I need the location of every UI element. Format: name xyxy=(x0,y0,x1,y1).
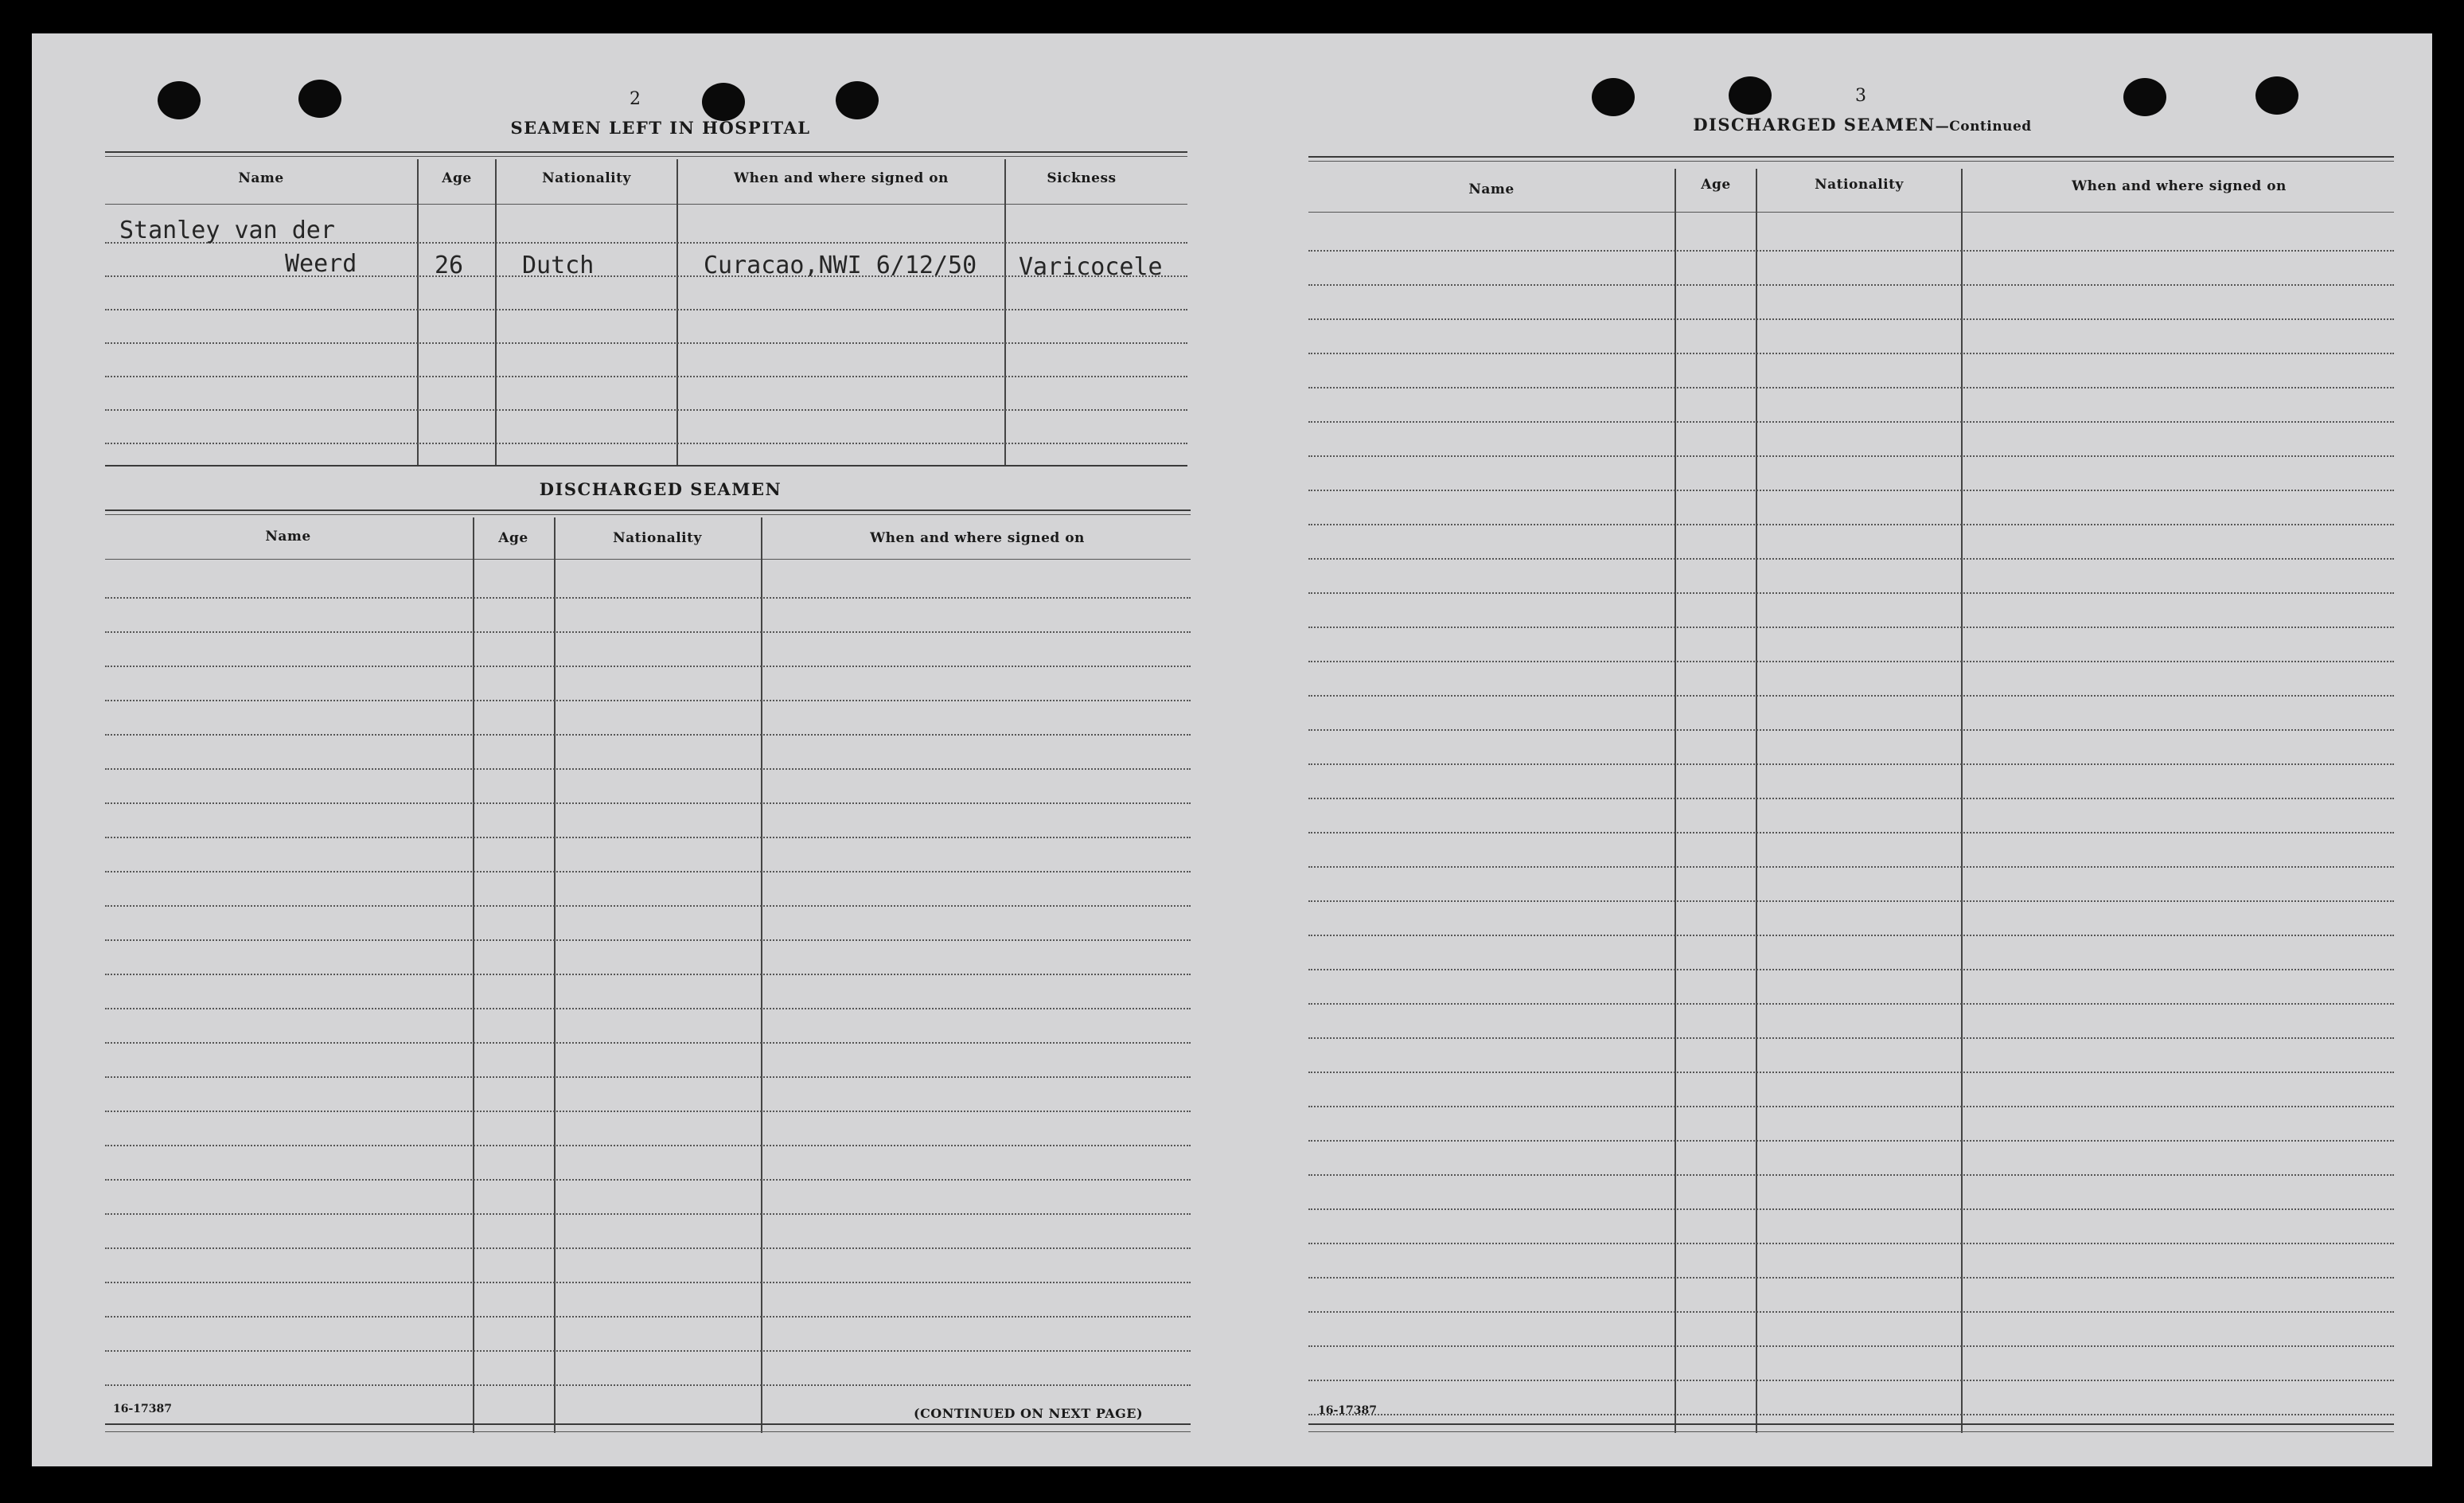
form-row-line xyxy=(1308,798,2394,799)
rule xyxy=(105,465,1187,467)
rule xyxy=(105,204,1187,205)
form-row-line xyxy=(105,837,1191,838)
form-row-line xyxy=(1308,1003,2394,1005)
form-row-line xyxy=(105,939,1191,941)
form-row-line xyxy=(105,597,1191,599)
form-row-line xyxy=(105,666,1191,667)
form-row-line xyxy=(1308,558,2394,560)
form-row-line xyxy=(1308,627,2394,628)
form-row-line xyxy=(1308,387,2394,388)
document-sheet xyxy=(32,33,2432,1466)
form-row-line xyxy=(105,1316,1191,1318)
form-row-line xyxy=(1308,935,2394,936)
column-divider xyxy=(676,159,678,465)
form-row-line xyxy=(105,1282,1191,1283)
column-divider xyxy=(554,517,556,1433)
form-row-line xyxy=(105,342,1187,344)
form-row-line xyxy=(1308,1072,2394,1073)
rule xyxy=(1308,156,2394,158)
form-row-line xyxy=(105,974,1191,975)
punch-hole xyxy=(2255,76,2298,115)
col-header-signed-on: When and where signed on xyxy=(734,170,949,186)
form-row-line xyxy=(1308,1345,2394,1347)
form-row-line xyxy=(1308,1277,2394,1279)
entry-signed-on: Curacao,NWI 6/12/50 xyxy=(704,252,977,279)
rule xyxy=(105,151,1187,153)
form-row-line xyxy=(105,1145,1191,1146)
rule xyxy=(105,509,1191,511)
rule xyxy=(105,1423,1191,1425)
punch-hole xyxy=(298,80,341,118)
rule xyxy=(1308,161,2394,162)
form-row-line xyxy=(1308,900,2394,902)
column-divider xyxy=(761,517,762,1433)
col-header-nationality: Nationality xyxy=(1815,177,1904,193)
form-row-line xyxy=(1308,353,2394,354)
form-row-line xyxy=(105,443,1187,444)
entry-nationality: Dutch xyxy=(522,252,595,279)
punch-hole xyxy=(836,81,879,119)
form-row-line xyxy=(1308,490,2394,491)
col-header-signed-on: When and where signed on xyxy=(2072,178,2287,194)
form-row-line xyxy=(105,1042,1191,1044)
col-header-nationality: Nationality xyxy=(542,170,631,186)
form-row-line xyxy=(105,1213,1191,1215)
form-row-line xyxy=(1308,1140,2394,1142)
form-row-line xyxy=(105,1076,1191,1078)
col-header-name: Name xyxy=(265,529,311,545)
form-row-line xyxy=(1308,1243,2394,1244)
column-divider xyxy=(417,159,419,465)
punch-hole xyxy=(702,83,745,121)
form-row-line xyxy=(1308,1174,2394,1176)
form-row-line xyxy=(1308,1380,2394,1381)
form-row-line xyxy=(105,631,1191,633)
form-row-line xyxy=(105,905,1191,907)
entry-name-line2: Weerd xyxy=(285,250,357,278)
form-row-line xyxy=(1308,455,2394,457)
rule xyxy=(105,514,1191,515)
form-row-line xyxy=(1308,969,2394,970)
rule xyxy=(1308,212,2394,213)
punch-hole xyxy=(2123,78,2166,116)
form-row-line xyxy=(105,734,1191,736)
form-row-line xyxy=(1308,524,2394,525)
form-row-line xyxy=(1308,1414,2394,1415)
form-row-line xyxy=(105,376,1187,377)
rule xyxy=(105,156,1187,157)
form-row-line xyxy=(105,1247,1191,1249)
column-divider xyxy=(495,159,497,465)
form-row-line xyxy=(1308,1037,2394,1039)
form-row-line xyxy=(1308,1311,2394,1313)
column-divider xyxy=(473,517,474,1433)
col-header-age: Age xyxy=(498,530,528,546)
form-row-line xyxy=(1308,1106,2394,1107)
form-row-line xyxy=(105,1111,1191,1112)
form-row-line xyxy=(105,802,1191,804)
col-header-age: Age xyxy=(442,170,472,186)
form-row-line xyxy=(105,1384,1191,1386)
punch-hole xyxy=(158,81,201,119)
form-row-line xyxy=(1308,592,2394,594)
form-number-right: 16-17387 xyxy=(1318,1404,1377,1417)
form-row-line xyxy=(1308,1208,2394,1210)
form-row-line xyxy=(1308,866,2394,868)
form-row-line xyxy=(105,409,1187,411)
col-header-signed-on: When and where signed on xyxy=(870,530,1085,546)
discharged-section-title: DISCHARGED SEAMEN xyxy=(539,479,782,499)
col-header-nationality: Nationality xyxy=(613,530,702,546)
right-page-title: DISCHARGED SEAMEN—Continued xyxy=(1693,115,2032,135)
column-divider xyxy=(1004,159,1006,465)
page-number-left: 2 xyxy=(630,89,641,109)
rule xyxy=(1308,1431,2394,1432)
form-row-line xyxy=(1308,421,2394,423)
punch-hole xyxy=(1729,76,1772,115)
page-number-right: 3 xyxy=(1855,86,1866,106)
entry-age: 26 xyxy=(435,252,464,279)
form-row-line xyxy=(1308,661,2394,662)
form-row-line xyxy=(1308,729,2394,731)
continued-note: (CONTINUED ON NEXT PAGE) xyxy=(914,1406,1144,1421)
form-row-line xyxy=(105,1350,1191,1352)
entry-sickness: Varicocele xyxy=(1019,253,1163,281)
form-row-line xyxy=(1308,250,2394,252)
form-row-line xyxy=(105,309,1187,310)
form-row-line xyxy=(105,871,1191,873)
rule xyxy=(105,1431,1191,1432)
form-row-line xyxy=(1308,832,2394,833)
form-row-line xyxy=(1308,695,2394,697)
form-row-line xyxy=(1308,318,2394,320)
col-header-sickness: Sickness xyxy=(1047,170,1117,186)
entry-name-line1: Stanley van der xyxy=(119,217,335,244)
form-row-line xyxy=(1308,763,2394,765)
form-row-line xyxy=(105,1008,1191,1009)
hospital-section-title: SEAMEN LEFT IN HOSPITAL xyxy=(510,118,811,138)
punch-hole xyxy=(1592,78,1635,116)
form-row-line xyxy=(105,700,1191,701)
form-row-line xyxy=(105,1179,1191,1181)
form-number-left: 16-17387 xyxy=(113,1403,172,1415)
form-row-line xyxy=(105,768,1191,770)
col-header-age: Age xyxy=(1701,177,1731,193)
rule xyxy=(1308,1423,2394,1425)
col-header-name: Name xyxy=(238,170,284,186)
form-row-line xyxy=(1308,284,2394,286)
col-header-name: Name xyxy=(1468,182,1515,197)
rule xyxy=(105,559,1191,560)
